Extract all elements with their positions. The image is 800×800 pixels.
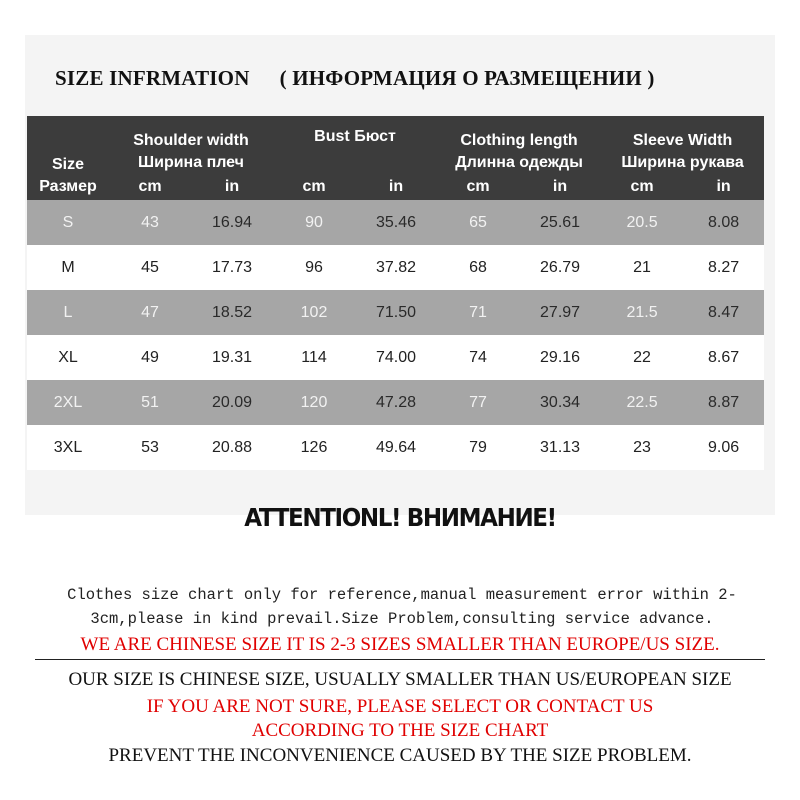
unit-cm: cm: [109, 176, 191, 200]
measurement-cell: 16.94: [191, 200, 273, 245]
contact-advice: IF YOU ARE NOT SURE, PLEASE SELECT OR CONTACT US: [146, 696, 654, 717]
table-header-row: [27, 116, 764, 176]
size-cell: XL: [27, 335, 109, 380]
measurement-cell: 20.88: [191, 425, 273, 470]
reference-note: Clothes size chart only for reference,manual measurement error within 2-3cm,please in kind prevail.Size Problem,consulting service advance.: [67, 586, 737, 628]
measurement-cell: 21.5: [601, 290, 683, 335]
table-row: [27, 380, 764, 425]
measurement-cell: 49: [109, 335, 191, 380]
unit-in: in: [191, 176, 273, 200]
size-cell: 3XL: [27, 425, 109, 470]
measurement-cell: 8.87: [683, 380, 764, 425]
measurement-cell: 20.09: [191, 380, 273, 425]
group-header-en: Bust: [314, 128, 350, 145]
sleeve-width-header: [601, 116, 764, 176]
unit-cm: cm: [601, 176, 683, 200]
measurement-cell: 120: [273, 380, 355, 425]
unit-in: in: [683, 176, 764, 200]
table-unit-row: [27, 176, 764, 200]
measurement-cell: 65: [437, 200, 519, 245]
measurement-cell: 37.82: [355, 245, 437, 290]
measurement-cell: 8.47: [683, 290, 764, 335]
measurement-cell: 17.73: [191, 245, 273, 290]
inconvenience-notice: PREVENT THE INCONVENIENCE CAUSED BY THE SIZE PROBLEM.: [108, 745, 692, 766]
measurement-cell: 8.67: [683, 335, 764, 380]
attention-heading: ATTENTIONL! ВНИМАНИЕ!: [244, 503, 556, 532]
measurement-cell: 25.61: [519, 200, 601, 245]
group-header-en: Clothing length: [460, 132, 578, 149]
measurement-cell: 53: [109, 425, 191, 470]
measurement-cell: 8.27: [683, 245, 764, 290]
size-cell: L: [27, 290, 109, 335]
table-row: [27, 425, 764, 470]
measurement-cell: 47: [109, 290, 191, 335]
measurement-cell: 35.46: [355, 200, 437, 245]
group-header-en: Sleeve Width: [632, 132, 733, 149]
measurement-cell: 74: [437, 335, 519, 380]
measurement-cell: 126: [273, 425, 355, 470]
measurement-cell: 71.50: [355, 290, 437, 335]
unit-cm: cm: [273, 176, 355, 200]
group-header-ru: Бюст: [354, 128, 396, 145]
measurement-cell: 22.5: [601, 380, 683, 425]
size-column-header: [27, 116, 109, 200]
measurement-cell: 43: [109, 200, 191, 245]
unit-in: in: [355, 176, 437, 200]
measurement-cell: 8.08: [683, 200, 764, 245]
size-cell: S: [27, 200, 109, 245]
size-header-en: Size: [51, 156, 84, 173]
measurement-cell: 23: [601, 425, 683, 470]
title-english: SIZE INFRMATION: [55, 66, 250, 90]
chinese-size-notice: OUR SIZE IS CHINESE SIZE, USUALLY SMALLER THAN US/EUROPEAN SIZE: [68, 669, 732, 690]
size-chart-table: [27, 116, 764, 470]
measurement-cell: 79: [437, 425, 519, 470]
measurement-cell: 20.5: [601, 200, 683, 245]
bust-header: [273, 116, 437, 176]
table-row: [27, 335, 764, 380]
table-row: [27, 200, 764, 245]
measurement-cell: 77: [437, 380, 519, 425]
chinese-size-warning: WE ARE CHINESE SIZE IT IS 2-3 SIZES SMALLER THAN EUROPE/US SIZE.: [80, 634, 720, 655]
measurement-cell: 68: [437, 245, 519, 290]
group-header-ru: Длинна одежды: [455, 154, 583, 171]
measurement-cell: 102: [273, 290, 355, 335]
size-cell: 2XL: [27, 380, 109, 425]
measurement-cell: 51: [109, 380, 191, 425]
measurement-cell: 9.06: [683, 425, 764, 470]
measurement-cell: 49.64: [355, 425, 437, 470]
measurement-cell: 29.16: [519, 335, 601, 380]
measurement-cell: 47.28: [355, 380, 437, 425]
page-title: [55, 60, 655, 96]
unit-cm: cm: [437, 176, 519, 200]
measurement-cell: 19.31: [191, 335, 273, 380]
measurement-cell: 30.34: [519, 380, 601, 425]
group-header-en: Shoulder width: [133, 132, 249, 149]
divider: [35, 659, 765, 660]
measurement-cell: 22: [601, 335, 683, 380]
measurement-cell: 96: [273, 245, 355, 290]
group-header-ru: Ширина рукава: [621, 154, 744, 171]
title-russian: ( ИНФОРМАЦИЯ О РАЗМЕЩЕНИИ ): [279, 66, 655, 90]
size-chart-advice: ACCORDING TO THE SIZE CHART: [251, 720, 549, 741]
measurement-cell: 90: [273, 200, 355, 245]
unit-in: in: [519, 176, 601, 200]
measurement-cell: 114: [273, 335, 355, 380]
measurement-cell: 71: [437, 290, 519, 335]
measurement-cell: 31.13: [519, 425, 601, 470]
measurement-cell: 26.79: [519, 245, 601, 290]
measurement-cell: 18.52: [191, 290, 273, 335]
size-header-ru: Размер: [39, 178, 97, 195]
measurement-cell: 21: [601, 245, 683, 290]
measurement-cell: 74.00: [355, 335, 437, 380]
measurement-cell: 27.97: [519, 290, 601, 335]
size-cell: M: [27, 245, 109, 290]
table-row: [27, 290, 764, 335]
group-header-ru: Ширина плеч: [138, 154, 244, 171]
clothing-length-header: [437, 116, 601, 176]
measurement-cell: 45: [109, 245, 191, 290]
table-row: [27, 245, 764, 290]
shoulder-width-header: [109, 116, 273, 176]
